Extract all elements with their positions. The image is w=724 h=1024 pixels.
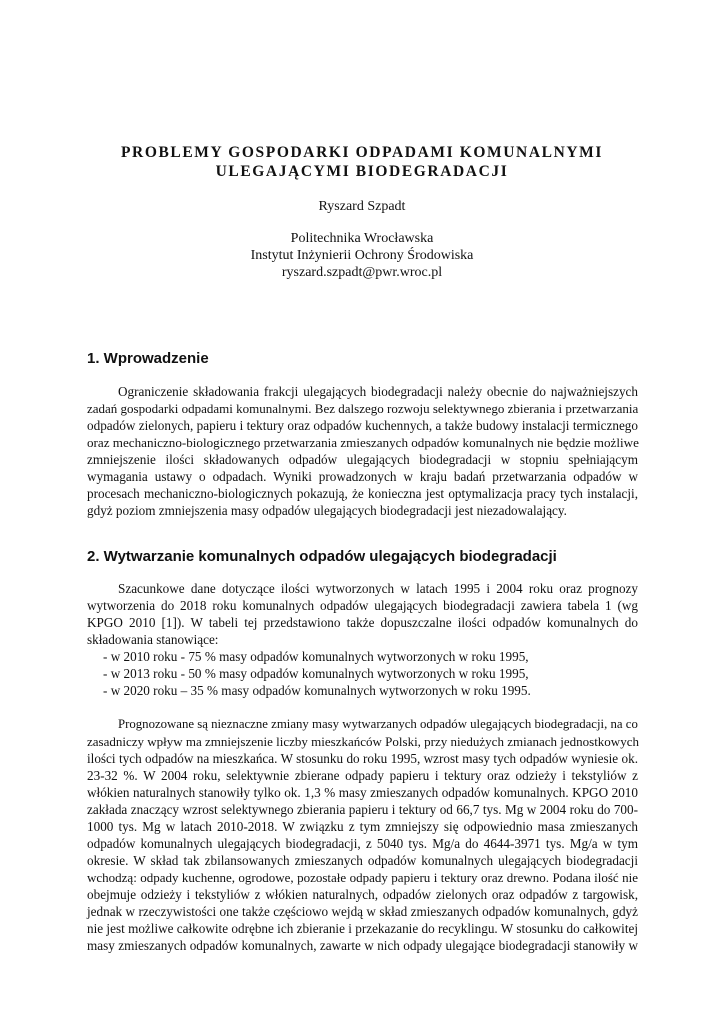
list-item: - w 2020 roku – 35 % masy odpadów komunalnych wytworzonych w roku 1995. (103, 683, 531, 698)
paragraph-line: odpadów zielonych, papieru i tektury oraz odpadów kuchennych, a także budowy instalacji termicznego (87, 418, 638, 433)
list-item: - w 2010 roku - 75 % masy odpadów komunalnych wytworzonych w roku 1995, (103, 649, 529, 664)
paragraph-line: wymagania ustawy o odpadach. Wyniki prowadzonych w kraju badań przetwarzania odpadów w (87, 469, 638, 484)
paragraph-line: KPGO 2010 [1]). W tabeli tej przedstawiono także dopuszczalne ilości odpadów komunalnych do (87, 615, 638, 630)
paragraph-line: zakłada znaczący wzrost selektywnego zbierania papieru i tektury od 66,7 tys. Mg w 2004 roku do 700- (87, 802, 638, 817)
title-line-2: ULEGAJĄCYMI BIODEGRADACJI (215, 163, 509, 180)
paragraph-line: nie jest możliwe całkowite odrębne ich zbieranie i przekazanie do recyklingu. W stosunku do całkowitej (87, 921, 638, 936)
paragraph-line: Ograniczenie składowania frakcji ulegających biodegradacji należy obecnie do najważniejszych (118, 384, 638, 399)
paragraph-line: zasadniczy wpływ ma zmniejszenie liczby mieszkańców Polski, przy niedużych zmianach jednostkowych (87, 734, 639, 749)
affiliation-university: Politechnika Wrocławska (290, 231, 434, 246)
author-email: ryszard.szpadt@pwr.wroc.pl (281, 265, 443, 280)
section-2-heading: 2. Wytwarzanie komunalnych odpadów ulegających biodegradacji (87, 548, 557, 565)
author: Ryszard Szpadt (318, 199, 406, 214)
affiliation-institute: Instytut Inżynierii Ochrony Środowiska (250, 248, 474, 263)
paragraph-line: wytworzenia do 2018 roku komunalnych odpadów ulegających biodegradacji zawiera tabela 1 (wg (87, 598, 638, 613)
paragraph-line: składowania stanowiące: (87, 632, 219, 647)
title-line-1: PROBLEMY GOSPODARKI ODPADAMI KOMUNALNYMI (120, 144, 604, 161)
paragraph-line: oraz mechaniczno-biologicznego przetwarzania zmieszanych odpadów komunalnych nie będzie możliwe (87, 435, 639, 450)
paragraph-line: masy zmieszanych odpadów komunalnych, zawarte w nich odpady ulegające biodegradacji stanowiły w (87, 938, 638, 953)
paragraph-line: gdyż poziom zmniejszenia masy odpadów ulegających biodegradacji jest niezadowalający. (87, 503, 567, 518)
paragraph-line: obejmuje odzieży i tekstyliów z włókien naturalnych, odpadów zielonych oraz odpadów z targowisk, (87, 887, 638, 902)
paragraph-line: ilości tych odpadów na mieszkańca. W stosunku do roku 1995, wzrost masy tych odpadów wyniesie ok. (87, 751, 638, 766)
paragraph-line: Prognozowane są nieznaczne zmiany masy wytwarzanych odpadów ulegających biodegradacji, na co (118, 717, 638, 731)
paragraph-line: procesach mechaniczno-biologicznych pokazują, że konieczna jest optymalizacja pracy tych instalacji, (87, 486, 638, 501)
paragraph-line: jednak w rzeczywistości one także częściowo wejdą w skład zmieszanych odpadów komunalnych, gdyż (87, 904, 638, 919)
paragraph-line: 23-32 %. W 2004 roku, selektywnie zbierane odpady papieru i tektury oraz odzieży i tekstyliów z (87, 768, 638, 783)
section-1-heading: 1. Wprowadzenie (87, 350, 209, 367)
paragraph-line: odpadów komunalnych ulegających biodegradacji, z 5040 tys. Mg/a do 4644-3971 tys. Mg/a w tym (87, 836, 638, 851)
paragraph-line: 1000 tys. Mg w latach 2010-2018. W związku z tym zmniejszy się odpowiednio masa zmieszanych (87, 819, 638, 834)
list-item: - w 2013 roku - 50 % masy odpadów komunalnych wytworzonych w roku 1995, (103, 666, 529, 681)
paragraph-line: okresie. W skład tak zbilansowanych zmieszanych odpadów komunalnych ulegających biodegradacji (87, 853, 638, 868)
paragraph-line: Szacunkowe dane dotyczące ilości wytworzonych w latach 1995 i 2004 roku oraz prognozy (118, 581, 638, 596)
paragraph-line: włókien naturalnych stanowiły tylko ok. 1,3 % masy zmieszanych odpadów komunalnych. KPGO 2010 (87, 785, 638, 800)
paragraph-line: wchodzą: odpady kuchenne, ogrodowe, pozostałe odpady papieru i tektury oraz drewno. Podana ilość nie (87, 870, 638, 885)
paragraph-line: zadań gospodarki odpadami komunalnymi. Bez dalszego rozwoju selektywnego zbierania i przetwarzania (87, 401, 639, 416)
paragraph-line: zmniejszenie ilości składowanych odpadów ulegających biodegradacji w stopniu spełniającym (87, 452, 638, 467)
